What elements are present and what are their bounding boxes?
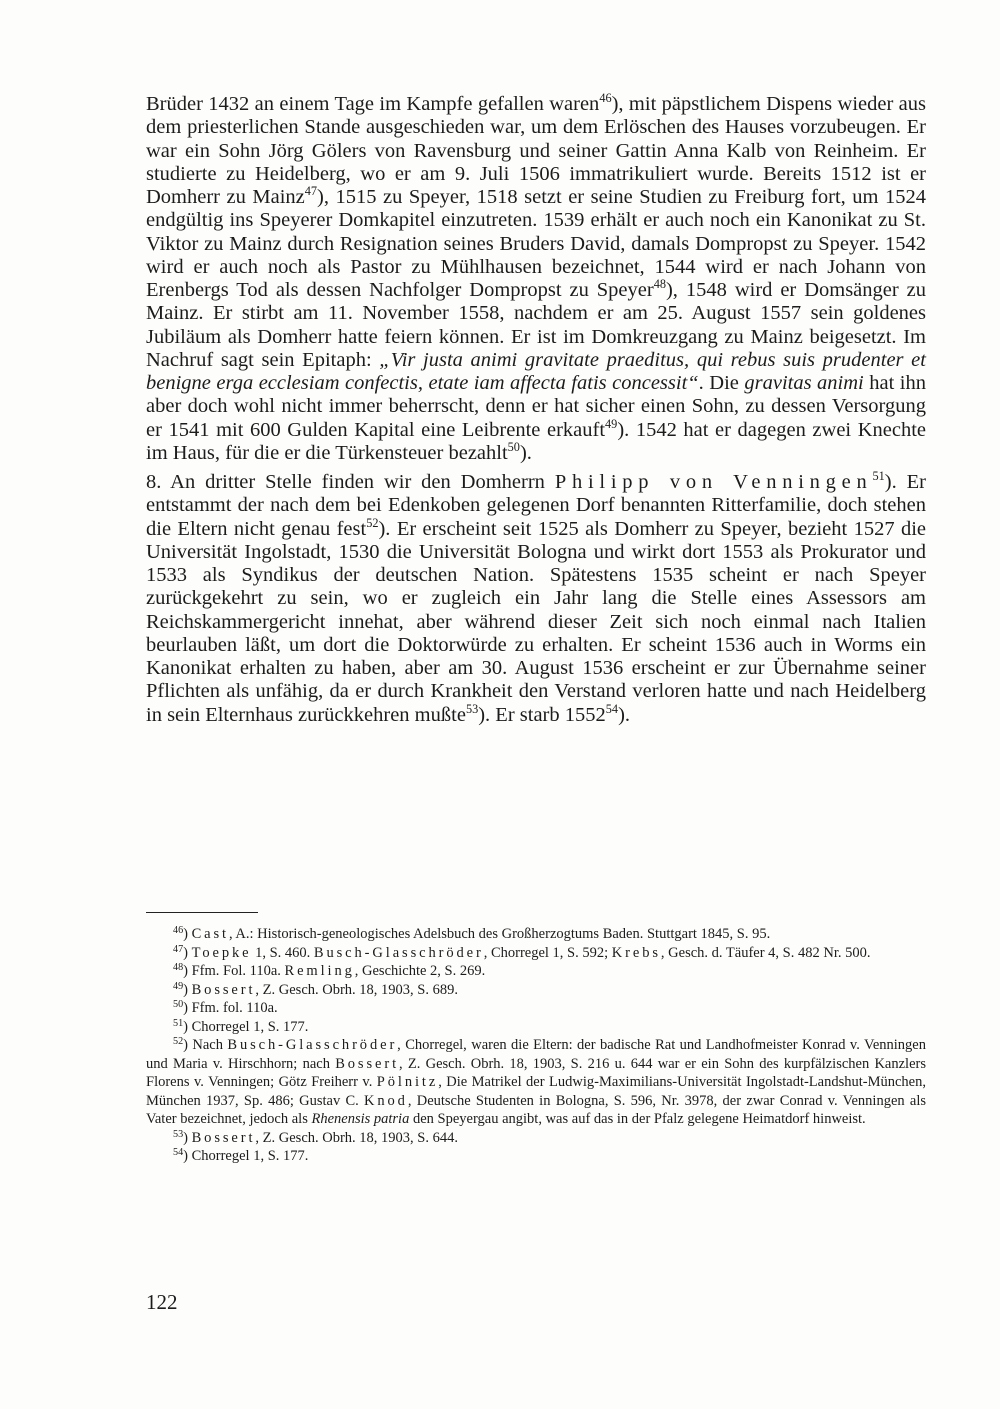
footnote-ref-48[interactable]: 48 — [653, 277, 666, 292]
author-name: Busch-Glasschröder — [313, 944, 484, 961]
footnote-text: , Z. Gesch. Obrh. 18, 1903, S. 216 u. 644 war er ein Sohn des kurpfälzischen Kanzlers Florens v. Venningen; Götz Freiherr v. — [146, 1055, 926, 1090]
footnote-mark: 47 — [173, 943, 184, 955]
author-name: Bossert — [191, 981, 256, 998]
footnote-mark: 54 — [173, 1146, 184, 1158]
footnote-mark: 46 — [173, 924, 184, 936]
footnote-mark: 52 — [173, 1035, 184, 1047]
footnote-47 — [146, 944, 926, 963]
footnote-mark: 53 — [173, 1128, 184, 1140]
footnote-53 — [146, 1129, 926, 1148]
footnote-49 — [146, 981, 926, 1000]
author-name: Toepke — [191, 944, 252, 961]
author-name: Remling — [284, 963, 355, 979]
footnote-text: , A.: Historisch-geneologisches Adelsbuch des Großherzogtums Baden. Stuttgart 1845, S. 95. — [228, 926, 771, 942]
text-run: ). — [519, 441, 532, 464]
main-text — [146, 93, 926, 727]
person-name: Philipp von Venningen — [554, 471, 873, 493]
paragraph-goeler — [146, 93, 926, 465]
gravitas-phrase: gravitas animi — [744, 372, 864, 394]
author-name: Knod — [364, 1092, 408, 1109]
author-name: Bossert — [191, 1129, 256, 1146]
footnote-48 — [146, 962, 926, 981]
author-name: Busch-Glasschröder — [227, 1037, 398, 1053]
footnote-mark: 50 — [173, 998, 184, 1010]
footnote-text: den Speyergau angibt, was auf das in der Pfalz gelegene Heimatdorf hinweist. — [409, 1111, 866, 1127]
footnote-text: Ffm. fol. 110a. — [191, 1000, 278, 1016]
text-run: Brüder 1432 an einem Tage im Kampfe gefallen waren — [146, 93, 600, 115]
author-name: Krebs — [611, 944, 661, 961]
footnote-ref-46[interactable]: 46 — [599, 91, 612, 106]
text-run: . Die — [698, 372, 745, 394]
text-run: hat ihn aber doch wohl nicht immer beherrscht, denn er hat sicher einen Sohn, zu dessen Versorgung er 1541 mit 600 Gulden Kapital eine Leibrente erkauft — [146, 372, 926, 441]
footnote-text: , Gesch. d. Täufer 4, S. 482 Nr. 500. — [660, 944, 871, 961]
paragraph-venningen — [146, 471, 926, 727]
text-run: ), mit päpstlichem Dispens wieder aus dem priesterlichen Stande ausgeschieden war, um dem Erlöschen des Hauses vorzubeugen. Er war ein Sohn Jörg Gölers von Ravensburg und seiner Gattin Anna Kalb von Reinheim. Er studierte zu Heidelberg, wo er am 9. Juli 1506 immatrikuliert wurde. Bereits 1512 ist er Domherr zu Mainz — [146, 93, 926, 208]
footnote-text: , Die Matrikel der Ludwig-Maximilians-Universität Ingolstadt-Landshut-München, München 1937, Sp. 486; Gustav C. — [146, 1074, 926, 1109]
footnote-ref-47[interactable]: 47 — [304, 184, 318, 199]
footnote-mark-paren: ) — [183, 1148, 192, 1164]
footnote-mark: 49 — [173, 980, 184, 992]
text-run: ). 1542 hat er dagegen zwei Knechte im Haus, für die er die Türkensteuer bezahlt — [146, 418, 926, 464]
text-run: ). Er entstammt der nach dem bei Edenkoben gelegenen Dorf benannten Ritterfamilie, doch stehen die Eltern nicht genau fest — [146, 471, 926, 540]
footnote-text: , Deutsche Studenten in Bologna, S. 596, Nr. 3978, der zwar Conrad v. Venningen als Vater bezeichnet, jedoch als — [146, 1092, 926, 1127]
footnote-ref-53[interactable]: 53 — [465, 701, 479, 716]
footnote-ref-51[interactable]: 51 — [872, 469, 885, 484]
footnote-mark-paren: ) — [183, 944, 192, 961]
latin-phrase: Rhenensis patria — [311, 1111, 410, 1127]
footnote-mark: 51 — [173, 1017, 184, 1029]
footnote-mark: 48 — [173, 961, 184, 973]
footnote-text: , Geschichte 2, S. 269. — [354, 963, 486, 979]
footnote-mark-paren: ) — [183, 1037, 193, 1053]
text-run: 8. An dritter Stelle finden wir den Domherrn — [146, 471, 555, 493]
footnote-text: , Z. Gesch. Obrh. 18, 1903, S. 644. — [255, 1129, 458, 1146]
footnote-mark-paren: ) — [183, 926, 192, 942]
footnote-text: , Z. Gesch. Obrh. 18, 1903, S. 689. — [255, 981, 458, 998]
footnote-text: Chorregel 1, S. 177. — [191, 1018, 309, 1035]
footnote-ref-52[interactable]: 52 — [366, 515, 379, 530]
text-run: ), 1515 zu Speyer, 1518 setzt er seine Studien zu Freiburg fort, um 1524 endgültig ins Speyerer Domkapitel einzutreten. 1539 erhält er auch noch ein Kanonikat zu St. Viktor zu Mainz durch Resignation seines Bruders David, damals Dompropst zu Speyer. 1542 wird er auch noch als Pastor zu Mühlhausen bezeichnet, 1544 wird er nach Johann von Erenbergs Tod als dessen Nachfolger Dompropst zu Speyer — [146, 186, 926, 301]
footnote-text: , Chorregel, waren die Eltern: der badische Rat und Landhofmeister Konrad v. Venningen und Maria v. Hirschhorn; nach — [146, 1037, 926, 1072]
footnote-54 — [146, 1147, 926, 1166]
epitaph-quote: „Vir justa animi gravitate praeditus, qui rebus suis prudenter et benigne erga ecclesiam confectis, etate iam affecta fatis concessit“ — [146, 348, 926, 394]
footnote-52 — [146, 1036, 926, 1129]
footnote-mark-paren: ) — [183, 1018, 192, 1035]
footnote-mark-paren: ) — [183, 981, 192, 998]
footnote-mark-paren: ) — [183, 1000, 192, 1016]
footnote-text: , Chorregel 1, S. 592; — [483, 944, 612, 961]
text-run: ). Er erscheint seit 1525 als Domherr zu Speyer, bezieht 1527 die Universität Ingolstadt, 1530 die Universität Bologna und wirkt dort 1553 als Prokurator und 1533 als Syndikus der deutschen Nation. Spätestens 1535 scheint er nach Speyer zurückgekehrt zu sein, wo er zugleich ein Jahr lang die Stelle eines Assessors am Reichskammergericht innehat, aber während dieser Zeit sich noch einmal nach Italien beurlauben läßt, um dort die Doktorwürde zu erhalten. Er scheint 1536 auch in Worms ein Kanonikat erhalten zu haben, aber am 30. August 1536 erscheint er zur Übernahme seiner Pflichten als unfähig, da er durch Krankheit den Verstand verloren hatte und nach Heidelberg in sein Elternhaus zurückkehren mußte — [146, 517, 926, 726]
footnote-51 — [146, 1018, 926, 1037]
footnote-ref-50[interactable]: 50 — [507, 439, 520, 454]
footnote-divider — [146, 912, 258, 913]
footnote-mark-paren: ) — [183, 963, 192, 979]
footnote-text: 1, S. 460. — [251, 944, 314, 961]
footnote-50 — [146, 999, 926, 1018]
text-run: ). — [618, 703, 631, 726]
author-name: Cast — [191, 926, 229, 942]
footnote-text: Ffm. Fol. 110a. — [191, 963, 285, 979]
author-name: Pölnitz — [376, 1074, 439, 1090]
text-run: ), 1548 wird er Domsänger zu Mainz. Er stirbt am 11. November 1558, nachdem er am 25. August 1557 sein goldenes Jubiläum als Domherr hatte feiern können. Er ist im Domkreuzgang zu Mainz beigesetzt. Im Nachruf sagt sein Epitaph: — [146, 279, 926, 371]
footnote-ref-49[interactable]: 49 — [605, 416, 618, 431]
footnote-mark-paren: ) — [183, 1129, 192, 1146]
author-name: Bossert — [335, 1055, 400, 1072]
text-run: ). Er starb 1552 — [478, 703, 606, 726]
page-number: 122 — [146, 1290, 178, 1314]
footnote-46 — [146, 925, 926, 944]
footnote-text: Chorregel 1, S. 177. — [191, 1148, 309, 1164]
footnote-text: Nach — [192, 1037, 228, 1053]
footnotes — [146, 912, 926, 1166]
footnote-ref-54[interactable]: 54 — [605, 701, 619, 716]
